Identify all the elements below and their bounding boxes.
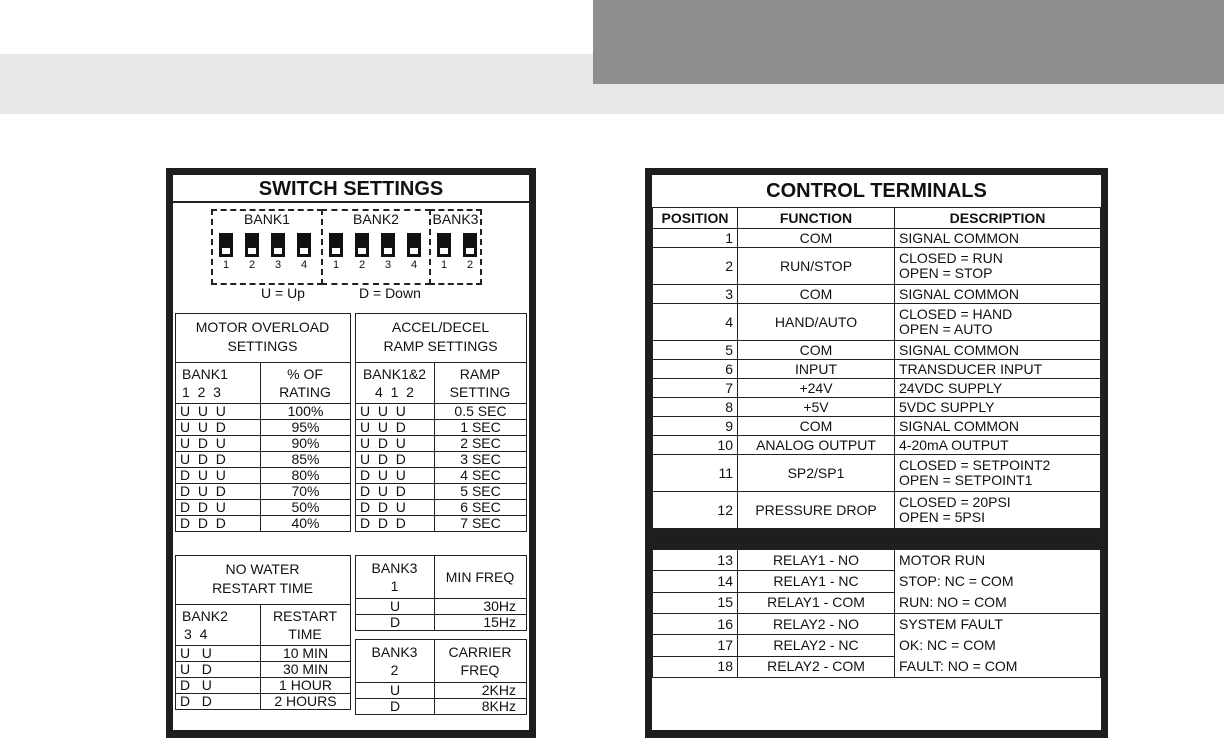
header-grey-block <box>593 0 1224 84</box>
table-cell-value: 30Hz <box>435 599 527 615</box>
column-header: POSITION <box>653 208 738 229</box>
table-row <box>176 500 351 516</box>
terminal-description <box>895 417 1101 436</box>
table-cell-code: D D U <box>176 500 261 516</box>
dip-switch-number: 3 <box>384 259 392 271</box>
table-cell-value: 30 MIN <box>261 662 351 678</box>
table-cell-value: 2 SEC <box>435 436 527 452</box>
table-cell-value: 50% <box>261 500 351 516</box>
table-row <box>356 699 527 715</box>
table-row <box>653 360 1101 379</box>
motor-overload-col1 <box>175 362 261 404</box>
cf-col1-l2: 2 <box>390 662 399 678</box>
terminal-position: 8 <box>653 398 738 417</box>
description-line: CLOSED = HAND <box>899 306 1013 322</box>
table-row <box>356 404 527 420</box>
nw-col1-l1: BANK2 <box>182 608 228 624</box>
table-cell-value: 0.5 SEC <box>435 404 527 420</box>
table-cell-value: 100% <box>261 404 351 420</box>
motor-overload-title-2: SETTINGS <box>227 338 298 354</box>
ramp-col1-l1: BANK1&2 <box>362 366 427 382</box>
carrier-col1 <box>355 639 435 683</box>
terminal-function: COM <box>738 285 895 304</box>
terminal-function: COM <box>738 341 895 360</box>
table-row <box>176 662 351 678</box>
description-line: FAULT: NO = COM <box>899 658 1018 674</box>
ramp-col1-l2: 4 1 2 <box>375 384 414 400</box>
no-water-header <box>175 555 351 605</box>
table-cell-code: U U D <box>356 420 435 436</box>
ramp-col2 <box>434 362 527 404</box>
bank1-label: BANK1 <box>244 211 290 227</box>
terminal-function: RELAY2 - NO <box>738 614 895 635</box>
table-row <box>653 285 1101 304</box>
description-line: OPEN = STOP <box>899 265 993 281</box>
table-row <box>653 379 1101 398</box>
dip-switch-number: 1 <box>332 259 340 271</box>
table-cell-code: U D <box>176 662 261 678</box>
table-cell-value: 4 SEC <box>435 468 527 484</box>
description-line: SIGNAL COMMON <box>899 341 1020 358</box>
table-cell-code: D D D <box>176 516 261 532</box>
table-cell-code: U D D <box>356 452 435 468</box>
table-cell-value: 5 SEC <box>435 484 527 500</box>
nw-col2-l2: TIME <box>288 626 322 642</box>
terminal-function: RUN/STOP <box>738 248 895 285</box>
dip-switch <box>271 233 285 257</box>
terminal-position: 9 <box>653 417 738 436</box>
table-cell-code: U U U <box>356 404 435 420</box>
terminal-position: 17 <box>653 635 738 656</box>
table-row <box>356 615 527 631</box>
terminal-position: 4 <box>653 304 738 341</box>
terminal-position: 6 <box>653 360 738 379</box>
terminal-description <box>895 492 1101 529</box>
no-water-col1 <box>175 604 261 646</box>
no-water-title-1: NO WATER <box>225 561 300 577</box>
table-cell-value: 80% <box>261 468 351 484</box>
table-cell-code: D D <box>176 694 261 710</box>
table-row <box>653 341 1101 360</box>
terminal-position: 16 <box>653 614 738 635</box>
motor-overload-title-1: MOTOR OVERLOAD <box>195 319 330 335</box>
terminal-description <box>895 360 1101 379</box>
table-cell-value: 6 SEC <box>435 500 527 516</box>
dip-switch-number: 1 <box>440 259 448 271</box>
table-cell-code: D <box>356 615 435 631</box>
dip-switch-number: 2 <box>358 259 366 271</box>
description-line: 5VDC SUPPLY <box>899 398 995 415</box>
table-row <box>653 248 1101 285</box>
description-line: RUN: NO = COM <box>899 594 1007 610</box>
nw-col2-l1: RESTART <box>272 608 338 624</box>
terminal-description <box>895 248 1101 285</box>
table-cell-code: D U D <box>356 484 435 500</box>
terminal-description <box>895 229 1101 248</box>
table-row <box>653 229 1101 248</box>
table-cell-value: 2KHz <box>435 683 527 699</box>
bank2-label: BANK2 <box>353 211 399 227</box>
table-cell-value: 1 HOUR <box>261 678 351 694</box>
table-cell-code: U D U <box>176 436 261 452</box>
separator-cell <box>653 529 1101 550</box>
terminal-function: COM <box>738 229 895 248</box>
terminal-function: SP2/SP1 <box>738 455 895 492</box>
switch-settings-panel <box>166 168 536 738</box>
terminal-function: RELAY2 - COM <box>738 656 895 677</box>
description-line: SIGNAL COMMON <box>899 229 1020 246</box>
table-row <box>356 484 527 500</box>
table-row <box>356 683 527 699</box>
terminal-position: 5 <box>653 341 738 360</box>
table-cell-code: D U <box>176 678 261 694</box>
table-cell-value: 8KHz <box>435 699 527 715</box>
table-row <box>356 516 527 532</box>
ramp-col2-l1: RAMP <box>459 366 501 382</box>
dip-switch <box>437 233 451 257</box>
dip-switch <box>297 233 311 257</box>
bank3-label: BANK3 <box>432 211 479 227</box>
table-cell-code: D D U <box>356 500 435 516</box>
min-freq-col1 <box>355 555 435 599</box>
table-cell-code: D U D <box>176 484 261 500</box>
relay-description <box>895 550 1101 614</box>
mo-col1-l2: 1 2 3 <box>182 384 221 400</box>
relay-description <box>895 614 1101 678</box>
terminal-position: 3 <box>653 285 738 304</box>
table-cell-code: D D D <box>356 516 435 532</box>
table-cell-code: U <box>356 683 435 699</box>
table-row <box>356 436 527 452</box>
table-cell-value: 90% <box>261 436 351 452</box>
table-row <box>653 398 1101 417</box>
table-row <box>653 436 1101 455</box>
carrier-col2 <box>434 639 527 683</box>
mo-col2-l1: % OF <box>287 366 323 382</box>
nw-col1-l2: 3 4 <box>184 626 208 642</box>
dip-switch <box>381 233 395 257</box>
terminal-function: RELAY1 - COM <box>738 592 895 613</box>
motor-overload-col2 <box>260 362 351 404</box>
min-freq-col2 <box>434 555 527 599</box>
dip-switch <box>355 233 369 257</box>
legend-down: D = Down <box>359 285 421 301</box>
dip-switch <box>463 233 477 257</box>
ramp-title-1: ACCEL/DECEL <box>391 319 490 335</box>
mf-col1-l2: 1 <box>390 578 399 594</box>
terminal-position: 12 <box>653 492 738 529</box>
description-line: 4-20mA OUTPUT <box>899 436 1009 453</box>
legend-up: U = Up <box>261 285 305 301</box>
description-line: STOP: NC = COM <box>899 573 1014 589</box>
dip-switch-number: 4 <box>410 259 418 271</box>
terminal-description <box>895 379 1101 398</box>
table-cell-value: 7 SEC <box>435 516 527 532</box>
dip-switch-number: 4 <box>300 259 308 271</box>
terminal-description <box>895 398 1101 417</box>
ramp-title-2: RAMP SETTINGS <box>383 338 498 354</box>
motor-overload-header <box>175 313 351 363</box>
terminal-function: +24V <box>738 379 895 398</box>
description-line: OK: NC = COM <box>899 637 996 653</box>
ramp-table <box>355 403 527 532</box>
table-row <box>356 452 527 468</box>
table-row <box>653 417 1101 436</box>
table-cell-code: U U D <box>176 420 261 436</box>
table-row <box>356 420 527 436</box>
min-freq-table <box>355 598 527 631</box>
control-terminals-title: CONTROL TERMINALS <box>766 180 987 202</box>
mf-col2: MIN FREQ <box>445 569 515 585</box>
control-terminals-table <box>652 207 1101 678</box>
table-cell-value: 15Hz <box>435 615 527 631</box>
ramp-header <box>355 313 527 363</box>
table-cell-code: D U U <box>356 468 435 484</box>
table-cell-value: 40% <box>261 516 351 532</box>
ramp-col2-l2: SETTING <box>449 384 511 400</box>
dip-switch-number: 1 <box>222 259 230 271</box>
table-cell-value: 95% <box>261 420 351 436</box>
description-line: SIGNAL COMMON <box>899 285 1020 302</box>
cf-col2-l2: FREQ <box>460 662 500 678</box>
table-row <box>176 484 351 500</box>
table-row <box>653 455 1101 492</box>
description-line: CLOSED = 20PSI <box>899 494 1011 510</box>
no-water-title-2: RESTART TIME <box>212 580 313 596</box>
terminal-position: 15 <box>653 592 738 613</box>
terminal-position: 1 <box>653 229 738 248</box>
description-line: OPEN = AUTO <box>899 321 993 337</box>
dip-switch-number: 3 <box>274 259 282 271</box>
terminal-position: 14 <box>653 571 738 592</box>
table-row <box>653 304 1101 341</box>
table-row <box>176 678 351 694</box>
control-terminals-panel <box>645 168 1108 738</box>
description-line: OPEN = SETPOINT1 <box>899 472 1033 488</box>
switch-settings-title: SWITCH SETTINGS <box>173 175 529 203</box>
terminal-description <box>895 455 1101 492</box>
description-line: SIGNAL COMMON <box>899 417 1020 434</box>
terminal-position: 2 <box>653 248 738 285</box>
table-cell-code: D U U <box>176 468 261 484</box>
terminal-function: RELAY2 - NC <box>738 635 895 656</box>
table-cell-value: 2 HOURS <box>261 694 351 710</box>
description-line: 24VDC SUPPLY <box>899 379 1003 396</box>
table-cell-value: 3 SEC <box>435 452 527 468</box>
table-row <box>176 404 351 420</box>
terminal-function: RELAY1 - NC <box>738 571 895 592</box>
cf-col2-l1: CARRIER <box>448 644 512 660</box>
table-row <box>653 492 1101 529</box>
terminal-function: INPUT <box>738 360 895 379</box>
terminal-function: RELAY1 - NO <box>738 550 895 571</box>
terminal-description <box>895 285 1101 304</box>
table-row <box>176 468 351 484</box>
dip-switch <box>219 233 233 257</box>
table-row <box>356 500 527 516</box>
table-header-row <box>653 208 1101 229</box>
description-line: TRANSDUCER INPUT <box>899 360 1043 377</box>
terminal-description <box>895 341 1101 360</box>
table-cell-value: 85% <box>261 452 351 468</box>
table-cell-value: 10 MIN <box>261 646 351 662</box>
column-header: DESCRIPTION <box>895 208 1101 229</box>
terminal-function: HAND/AUTO <box>738 304 895 341</box>
dip-switch-number: 2 <box>466 259 474 271</box>
table-row <box>176 420 351 436</box>
table-cell-value: 1 SEC <box>435 420 527 436</box>
terminal-function: PRESSURE DROP <box>738 492 895 529</box>
terminal-function: COM <box>738 417 895 436</box>
description-line: MOTOR RUN <box>899 552 986 568</box>
table-row <box>176 646 351 662</box>
mo-col1-l1: BANK1 <box>182 366 228 382</box>
terminal-position: 13 <box>653 550 738 571</box>
motor-overload-table <box>175 403 351 532</box>
no-water-col2 <box>260 604 351 646</box>
table-cell-code: D <box>356 699 435 715</box>
dip-switch <box>245 233 259 257</box>
dip-switch-number: 2 <box>248 259 256 271</box>
no-water-table <box>175 645 351 710</box>
table-cell-code: U D U <box>356 436 435 452</box>
cf-col1-l1: BANK3 <box>371 644 418 660</box>
mf-col1-l1: BANK3 <box>371 560 418 576</box>
terminal-description <box>895 304 1101 341</box>
description-line: SYSTEM FAULT <box>899 616 1003 632</box>
terminal-position: 10 <box>653 436 738 455</box>
table-row <box>176 452 351 468</box>
table-row <box>176 436 351 452</box>
terminal-position: 7 <box>653 379 738 398</box>
table-row <box>176 516 351 532</box>
table-row <box>176 694 351 710</box>
table-cell-value: 70% <box>261 484 351 500</box>
terminal-function: +5V <box>738 398 895 417</box>
table-row <box>653 614 1101 635</box>
mo-col2-l2: RATING <box>279 384 331 400</box>
table-cell-code: U D D <box>176 452 261 468</box>
table-row <box>356 468 527 484</box>
column-header: FUNCTION <box>738 208 895 229</box>
description-line: CLOSED = SETPOINT2 <box>899 457 1051 473</box>
table-cell-code: U U U <box>176 404 261 420</box>
table-cell-code: U U <box>176 646 261 662</box>
table-row <box>653 550 1101 571</box>
separator-bar <box>653 529 1101 550</box>
terminal-position: 11 <box>653 455 738 492</box>
table-cell-code: U <box>356 599 435 615</box>
dip-switch <box>329 233 343 257</box>
description-line: CLOSED = RUN <box>899 250 1003 266</box>
ramp-col1 <box>355 362 435 404</box>
table-row <box>356 599 527 615</box>
terminal-description <box>895 436 1101 455</box>
terminal-position: 18 <box>653 656 738 677</box>
carrier-table <box>355 682 527 715</box>
description-line: OPEN = 5PSI <box>899 509 985 525</box>
dip-switch <box>407 233 421 257</box>
terminal-function: ANALOG OUTPUT <box>738 436 895 455</box>
